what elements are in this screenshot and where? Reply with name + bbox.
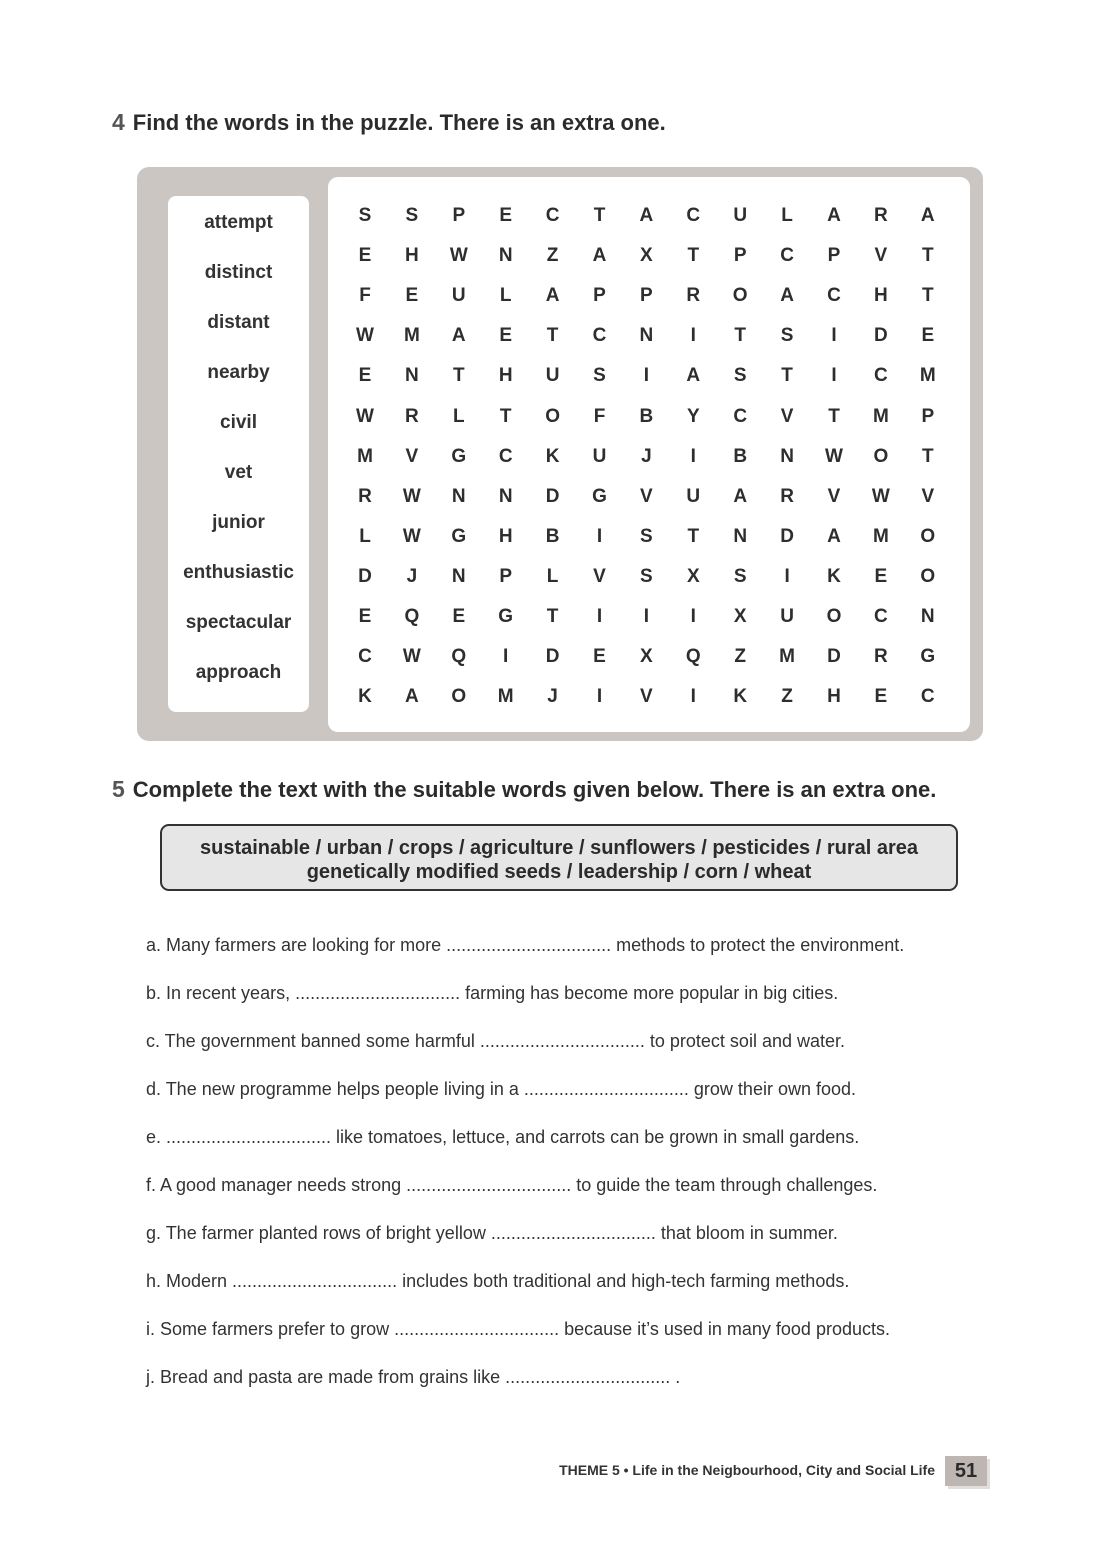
grid-letter: P (499, 565, 513, 587)
grid-letter: O (545, 405, 560, 427)
sentence-i: i. Some farmers prefer to grow ................................. because it’s used in many food products. (146, 1319, 890, 1339)
grid-letter: W (402, 485, 421, 507)
grid-letter: C (874, 365, 888, 387)
grid-letter: G (592, 485, 607, 507)
grid-letter: I (831, 365, 837, 387)
grid-letter: B (545, 525, 560, 547)
word-list-item: attempt (204, 212, 273, 233)
grid-letter: Q (685, 646, 701, 668)
grid-letter: M (497, 686, 514, 708)
grid-letter: W (449, 245, 468, 267)
grid-letter: X (640, 245, 653, 267)
grid-letter: E (358, 245, 372, 267)
sentence-e: e. ................................. like tomatoes, lettuce, and carrots can be grown in small gardens. (146, 1127, 860, 1147)
grid-letter: C (827, 285, 841, 307)
grid-letter: R (358, 485, 372, 507)
grid-letter: R (780, 485, 794, 507)
grid-letter: A (405, 686, 419, 708)
grid-letter: E (452, 606, 466, 627)
sentence-d: d. The new programme helps people living in a ................................. grow their own food. (146, 1079, 857, 1099)
word-bank-line: sustainable / urban / crops / agriculture / sunflowers / pesticides / rural area (199, 837, 918, 859)
grid-letter: K (733, 686, 748, 708)
exercise-5-heading (112, 776, 936, 803)
grid-letter: L (546, 565, 559, 587)
sentence-c: c. The government banned some harmful ................................. to protect soil and water. (146, 1031, 845, 1051)
grid-letter: H (827, 686, 841, 708)
grid-letter: T (546, 325, 559, 347)
grid-letter: T (781, 365, 793, 387)
grid-letter: E (874, 686, 888, 708)
grid-letter: O (451, 686, 467, 708)
grid-letter: C (733, 405, 748, 427)
grid-letter: C (545, 205, 560, 226)
grid-letter: T (546, 606, 559, 627)
grid-letter: Z (546, 245, 559, 267)
grid-letter: D (358, 565, 372, 587)
grid-letter: S (593, 365, 606, 387)
grid-letter: C (920, 686, 935, 708)
grid-letter: V (827, 485, 841, 507)
grid-letter: A (827, 525, 841, 547)
grid-letter: S (640, 565, 653, 587)
word-list-item: vet (224, 462, 253, 483)
grid-letter: N (451, 565, 466, 587)
grid-letter: X (686, 565, 700, 587)
grid-letter: J (547, 686, 558, 708)
grid-letter: E (358, 365, 372, 387)
grid-letter: T (921, 285, 934, 307)
grid-letter: N (451, 485, 466, 507)
grid-letter: V (921, 485, 935, 507)
grid-letter: W (871, 485, 890, 507)
grid-letter: I (596, 525, 603, 547)
grid-letter: U (592, 445, 607, 467)
grid-letter: I (690, 325, 696, 347)
grid-letter: M (872, 525, 889, 547)
grid-letter: P (452, 205, 466, 226)
grid-letter: X (640, 646, 653, 668)
grid-letter: U (780, 606, 794, 627)
grid-letter: O (920, 525, 936, 547)
grid-letter: T (499, 405, 512, 427)
word-list (168, 196, 309, 712)
grid-letter: F (593, 405, 606, 427)
grid-letter: A (451, 325, 466, 347)
word-list-item: enthusiastic (183, 562, 294, 583)
grid-letter: E (499, 325, 513, 347)
sentence-j: j. Bread and pasta are made from grains like ................................. . (146, 1367, 681, 1387)
grid-letter: D (545, 485, 560, 507)
word-list-item: approach (195, 662, 282, 683)
grid-letter: A (920, 205, 935, 226)
grid-letter: D (545, 646, 560, 668)
grid-letter: I (643, 606, 650, 627)
grid-letter: V (640, 485, 653, 507)
grid-letter: Y (686, 405, 700, 427)
grid-letter: U (733, 205, 748, 226)
grid-letter: F (359, 285, 371, 307)
grid-letter: G (498, 606, 514, 627)
grid-letter: I (503, 646, 509, 668)
grid-letter: L (781, 205, 793, 226)
sentence-h: h. Modern ................................. includes both traditional and high-tech farming methods. (146, 1271, 850, 1291)
word-bank-line: genetically modified seeds / leadership / corn / wheat (306, 861, 812, 883)
grid-letter: D (827, 646, 841, 668)
grid-letter: A (592, 245, 607, 267)
grid-letter: S (640, 525, 653, 547)
footer-theme: THEME 5 • Life in the Neigbourhood, City and Social Life (559, 1462, 935, 1478)
exercise-4-instruction: Find the words in the puzzle. There is an extra one. (132, 110, 666, 135)
grid-letter: O (873, 445, 889, 467)
grid-letter: N (405, 365, 419, 387)
grid-letter: W (402, 646, 421, 668)
grid-letter: U (451, 285, 466, 307)
exercise-5-instruction: Complete the text with the suitable words given below. There is an extra one. (132, 777, 937, 802)
grid-letter: R (405, 405, 419, 427)
grid-letter: N (639, 325, 654, 347)
grid-letter: E (358, 606, 372, 627)
grid-letter: V (874, 245, 888, 267)
grid-letter: C (358, 646, 372, 668)
grid-letter: P (827, 245, 841, 267)
grid-letter: I (643, 365, 650, 387)
grid-letter: S (780, 325, 794, 347)
grid-letter: M (357, 445, 373, 467)
grid-letter: I (596, 606, 603, 627)
grid-letter: T (921, 445, 934, 467)
exercise-4-heading (112, 109, 666, 136)
grid-letter: R (874, 646, 888, 668)
grid-letter: H (405, 245, 419, 267)
grid-letter: A (686, 365, 701, 387)
grid-letter: E (405, 285, 419, 307)
grid-letter: Z (734, 646, 746, 668)
grid-letter: T (452, 365, 465, 387)
grid-letter: W (825, 445, 843, 467)
grid-letter: H (498, 525, 513, 547)
grid-letter: K (827, 565, 841, 587)
grid-letter: N (733, 525, 748, 547)
word-list-item: spectacular (185, 612, 292, 633)
grid-letter: X (733, 606, 747, 627)
grid-letter: T (687, 245, 700, 267)
grid-letter: Q (451, 646, 467, 668)
grid-letter: S (733, 565, 747, 587)
grid-letter: M (403, 325, 420, 347)
grid-letter: G (451, 445, 467, 467)
exercise-5-number: 5 (112, 776, 125, 802)
grid-letter: M (919, 365, 936, 387)
sentence-g: g. The farmer planted rows of bright yellow ................................. that bloom in summer. (146, 1223, 838, 1243)
word-list-item: distinct (204, 262, 273, 283)
grid-letter: J (406, 565, 418, 587)
page-number: 51 (945, 1456, 987, 1486)
grid-letter: Z (781, 686, 793, 708)
grid-letter: H (498, 365, 513, 387)
grid-letter: O (826, 606, 842, 627)
grid-letter: K (358, 686, 372, 708)
grid-letter: S (358, 205, 372, 226)
word-list-item: junior (212, 512, 265, 533)
grid-letter: N (498, 485, 513, 507)
grid-letter: P (640, 285, 653, 307)
grid-letter: V (640, 686, 653, 708)
grid-letter: C (874, 606, 888, 627)
exercise-4-number: 4 (112, 109, 125, 135)
grid-letter: W (402, 525, 421, 547)
grid-letter: A (780, 285, 794, 307)
grid-letter: U (545, 365, 560, 387)
grid-letter: T (828, 405, 840, 427)
grid-letter: D (780, 525, 794, 547)
grid-letter: C (498, 445, 513, 467)
grid-letter: C (686, 205, 701, 226)
grid-letter: V (593, 565, 606, 587)
grid-letter: T (921, 245, 934, 267)
grid-letter: S (733, 365, 747, 387)
word-list-item: distant (207, 312, 270, 333)
grid-letter: G (451, 525, 467, 547)
grid-letter: R (874, 205, 888, 226)
grid-letter: V (405, 445, 419, 467)
grid-letter: P (733, 245, 747, 267)
sentence-b: b. In recent years, ................................. farming has become more popular in big cities. (146, 983, 839, 1003)
grid-letter: W (356, 325, 374, 347)
grid-letter: W (356, 405, 374, 427)
word-list-item: civil (220, 412, 257, 433)
grid-letter: R (686, 285, 701, 307)
grid-letter: I (690, 606, 696, 627)
grid-letter: A (545, 285, 560, 307)
grid-letter: P (921, 405, 935, 427)
grid-letter: N (498, 245, 513, 267)
grid-letter: N (780, 445, 794, 467)
grid-letter: O (920, 565, 936, 587)
grid-letter: I (690, 686, 696, 708)
grid-letter: C (780, 245, 794, 267)
grid-letter: A (827, 205, 841, 226)
word-list-item: nearby (207, 362, 270, 383)
grid-letter: C (592, 325, 607, 347)
sentence-f: f. A good manager needs strong ................................. to guide the team through challenges. (146, 1175, 878, 1195)
grid-letter: T (593, 205, 606, 226)
grid-letter: J (641, 445, 652, 467)
grid-letter: M (872, 405, 889, 427)
grid-letter: P (593, 285, 606, 307)
grid-letter: T (687, 525, 700, 547)
grid-letter: L (359, 525, 371, 547)
grid-letter: U (686, 485, 701, 507)
grid-letter: G (920, 646, 936, 668)
grid-letter: I (690, 445, 696, 467)
sentence-a: a. Many farmers are looking for more ................................. methods to protect the environment. (146, 935, 905, 955)
grid-letter: K (545, 445, 560, 467)
grid-letter: N (920, 606, 935, 627)
grid-letter: D (874, 325, 888, 347)
grid-letter: I (596, 686, 603, 708)
letter-grid (328, 177, 970, 732)
grid-letter: T (734, 325, 746, 347)
grid-letter: I (831, 325, 837, 347)
grid-letter: S (405, 205, 419, 226)
grid-letter: H (874, 285, 888, 307)
grid-letter: I (784, 565, 790, 587)
grid-letter: E (921, 325, 935, 347)
grid-letter: E (499, 205, 513, 226)
grid-letter: M (779, 646, 795, 668)
grid-letter: E (874, 565, 888, 587)
grid-letter: B (733, 445, 748, 467)
grid-letter: A (639, 205, 654, 226)
grid-letter: B (639, 405, 654, 427)
grid-letter: A (733, 485, 748, 507)
grid-letter: L (452, 405, 465, 427)
grid-letter: V (780, 405, 794, 427)
grid-letter: E (593, 646, 606, 668)
grid-letter: O (732, 285, 748, 307)
grid-letter: L (499, 285, 512, 307)
grid-letter: Q (404, 606, 420, 627)
word-bank (160, 824, 958, 891)
